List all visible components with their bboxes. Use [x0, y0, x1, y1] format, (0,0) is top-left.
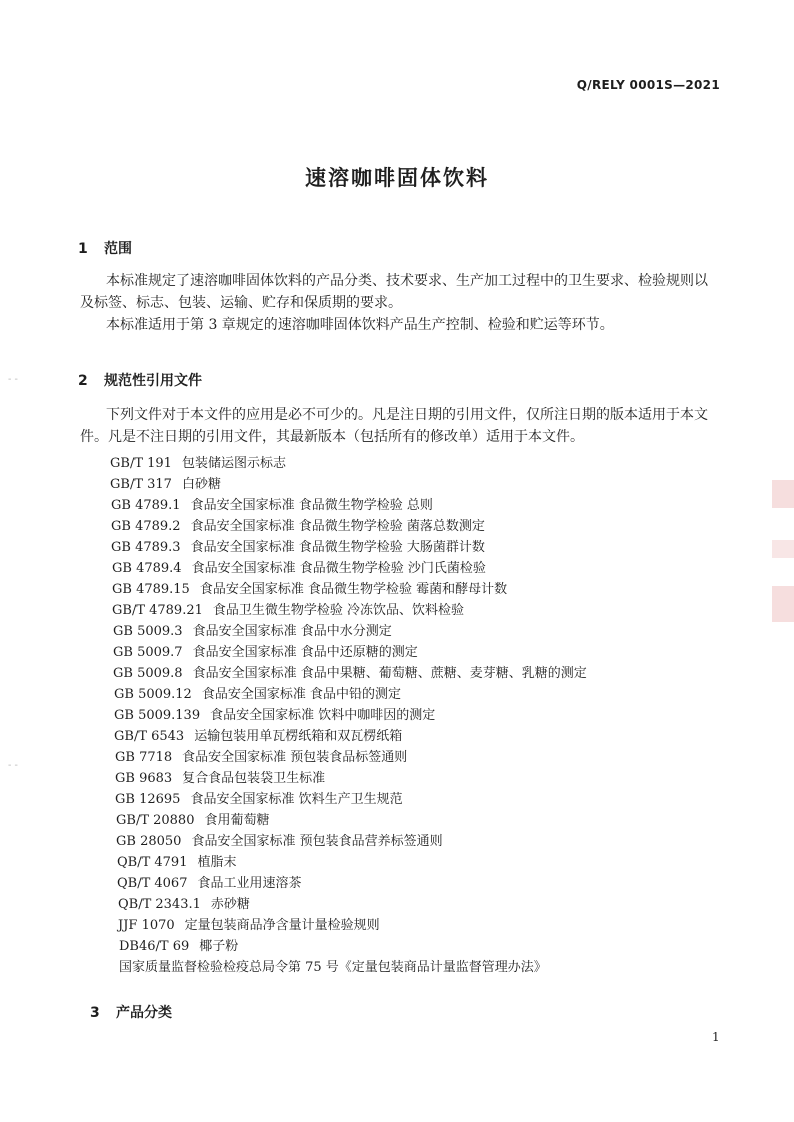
reference-item — [110, 452, 286, 471]
reference-item — [111, 494, 433, 513]
scan-margin-mark: - - — [8, 760, 18, 771]
reference-code: GB 4789.4 — [112, 561, 182, 576]
reference-name: 食品安全国家标准 食品微生物学检验 大肠菌群计数 — [190, 540, 485, 555]
reference-code: GB 4789.2 — [111, 519, 181, 534]
seal-stamp-fragment — [772, 586, 794, 622]
reference-item — [114, 704, 435, 723]
reference-item — [111, 515, 485, 534]
section-title: 规范性引用文件 — [104, 373, 202, 389]
reference-item — [110, 473, 221, 492]
reference-name: 复合食品包装袋卫生标准 — [182, 771, 326, 786]
reference-name: 食品安全国家标准 饮料中咖啡因的测定 — [210, 708, 436, 723]
section-title: 产品分类 — [116, 1005, 172, 1021]
reference-item — [118, 914, 380, 933]
section-1-heading — [78, 238, 132, 258]
reference-code: GB/T 20880 — [116, 813, 195, 828]
reference-name: 食品安全国家标准 预包装食品营养标签通则 — [191, 834, 443, 849]
reference-name: 食品安全国家标准 预包装食品标签通则 — [182, 750, 408, 765]
reference-code: QB/T 4791 — [117, 855, 188, 870]
reference-item — [115, 746, 407, 765]
reference-code: GB 5009.7 — [113, 645, 183, 660]
reference-name: 食品安全国家标准 饮料生产卫生规范 — [190, 792, 403, 807]
reference-item — [119, 935, 238, 954]
reference-code: GB 9683 — [115, 771, 173, 786]
reference-item — [112, 557, 486, 576]
reference-code: GB 7718 — [115, 750, 173, 765]
reference-item — [115, 788, 403, 807]
reference-code: GB/T 191 — [110, 456, 172, 471]
section-2-heading — [78, 370, 202, 390]
reference-item — [111, 536, 485, 555]
reference-name: 食品安全国家标准 食品微生物学检验 沙门氏菌检验 — [191, 561, 486, 576]
reference-name: 食用葡萄糖 — [204, 813, 270, 828]
reference-code: GB 4789.1 — [111, 498, 181, 513]
section-3-heading — [90, 1002, 172, 1022]
reference-name: 食品安全国家标准 食品微生物学检验 总则 — [190, 498, 433, 513]
reference-code: GB 28050 — [116, 834, 182, 849]
reference-code: QB/T 4067 — [117, 876, 188, 891]
reference-code: GB 4789.3 — [111, 540, 181, 555]
reference-name: 包装储运图示标志 — [181, 456, 286, 471]
reference-name: 食品卫生微生物学检验 冷冻饮品、饮料检验 — [212, 603, 465, 618]
reference-name: 国家质量监督检验检疫总局令第 75 号《定量包装商品计量监督管理办法》 — [119, 960, 547, 975]
reference-code: GB/T 6543 — [114, 729, 185, 744]
reference-name: 食品安全国家标准 食品中果糖、葡萄糖、蔗糖、麦芽糖、乳糖的测定 — [192, 666, 587, 681]
reference-item — [119, 956, 547, 975]
reference-name: 食品安全国家标准 食品中铅的测定 — [201, 687, 401, 702]
reference-item — [113, 662, 587, 681]
reference-item — [114, 683, 401, 702]
reference-code: GB 12695 — [115, 792, 181, 807]
scan-margin-mark: - - — [8, 374, 18, 385]
reference-item — [112, 578, 507, 597]
scope-paragraph-line: 及标签、标志、包装、运输、贮存和保质期的要求。 — [80, 295, 402, 311]
reference-item — [112, 599, 464, 618]
reference-name: 食品工业用速溶茶 — [197, 876, 302, 891]
reference-item — [113, 620, 392, 639]
page-number: 1 — [712, 1030, 720, 1044]
reference-name: 食品安全国家标准 食品微生物学检验 霉菌和酵母计数 — [199, 582, 508, 597]
reference-code: GB 5009.8 — [113, 666, 183, 681]
reference-code: GB 5009.139 — [114, 708, 201, 723]
section-number: 2 — [78, 373, 88, 389]
scope-paragraph-line: 本标准适用于第 3 章规定的速溶咖啡固体饮料产品生产控制、检验和贮运等环节。 — [106, 317, 614, 333]
reference-name: 食品安全国家标准 食品中还原糖的测定 — [192, 645, 418, 660]
reference-code: GB 5009.3 — [113, 624, 183, 639]
reference-item — [114, 725, 402, 744]
section-number: 3 — [90, 1005, 100, 1021]
reference-item — [117, 872, 302, 891]
reference-code: DB46/T 69 — [119, 939, 190, 954]
reference-item — [113, 641, 418, 660]
reference-code: GB 4789.15 — [112, 582, 190, 597]
section-title: 范围 — [104, 241, 132, 257]
reference-code: GB 5009.12 — [114, 687, 192, 702]
reference-name: 食品安全国家标准 食品中水分测定 — [192, 624, 392, 639]
seal-stamp-fragment — [772, 480, 794, 508]
reference-item — [118, 893, 250, 912]
reference-code: GB/T 317 — [110, 477, 172, 492]
reference-name: 植脂末 — [197, 855, 237, 870]
reference-name: 运输包装用单瓦楞纸箱和双瓦楞纸箱 — [194, 729, 403, 744]
reference-item — [115, 767, 325, 786]
reference-item — [117, 851, 237, 870]
reference-name: 赤砂糖 — [210, 897, 250, 912]
reference-name: 椰子粉 — [199, 939, 239, 954]
refs-intro-line: 下列文件对于本文件的应用是必不可少的。凡是注日期的引用文件，仅所注日期的版本适用于本文 — [106, 407, 708, 423]
reference-code: JJF 1070 — [118, 918, 175, 933]
reference-name: 食品安全国家标准 食品微生物学检验 菌落总数测定 — [190, 519, 485, 534]
reference-code: GB/T 4789.21 — [112, 603, 203, 618]
refs-intro-line: 件。凡是不注日期的引用文件，其最新版本（包括所有的修改单）适用于本文件。 — [80, 429, 584, 445]
reference-code: QB/T 2343.1 — [118, 897, 201, 912]
section-number: 1 — [78, 241, 88, 257]
reference-name: 白砂糖 — [181, 477, 221, 492]
reference-item — [116, 830, 443, 849]
reference-name: 定量包装商品净含量计量检验规则 — [184, 918, 380, 933]
reference-item — [116, 809, 270, 828]
document-title: 速溶咖啡固体饮料 — [305, 166, 489, 190]
document-code: Q/RELY 0001S—2021 — [576, 78, 720, 92]
scope-paragraph-line: 本标准规定了速溶咖啡固体饮料的产品分类、技术要求、生产加工过程中的卫生要求、检验规则以 — [106, 273, 708, 289]
seal-stamp-fragment — [772, 540, 794, 558]
